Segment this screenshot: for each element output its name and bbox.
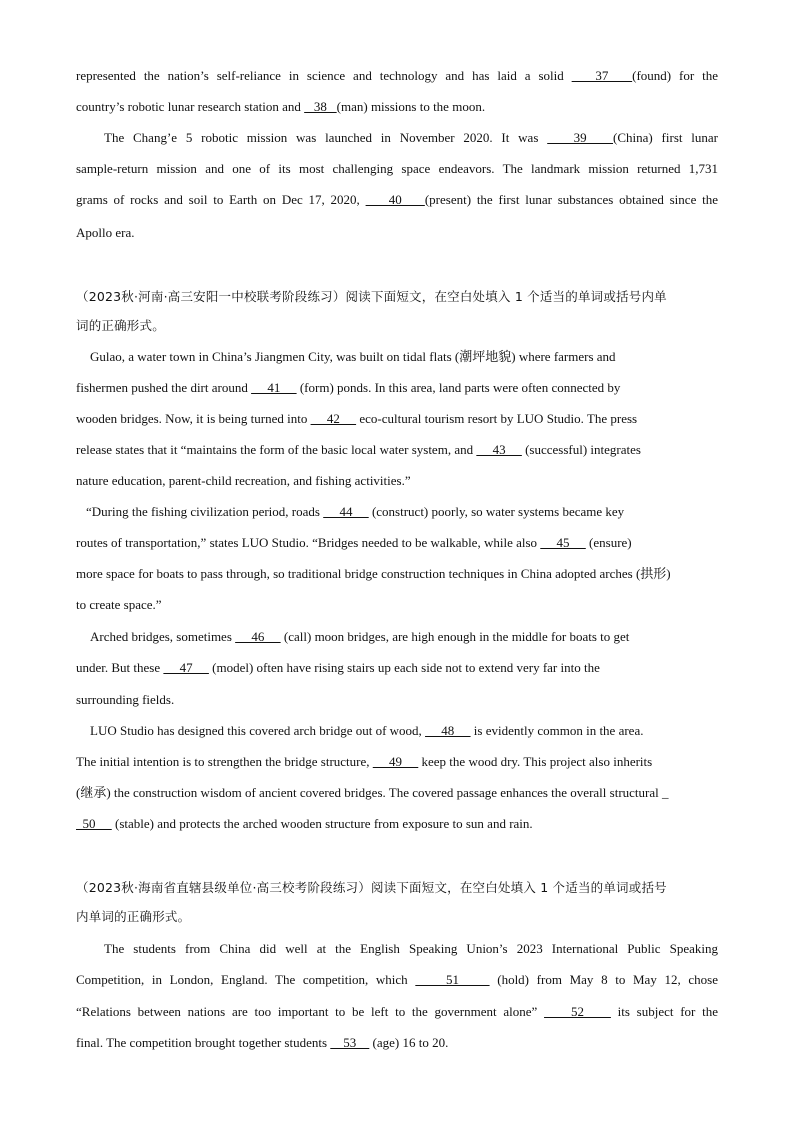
text: (hold) from May 8 to May 12, chose	[489, 972, 718, 987]
passage2-line-8: more space for boats to pass through, so traditional bridge construction techniques in China adopted arches (拱形)	[76, 566, 671, 581]
text: (call) moon bridges, are high enough in the middle for boats to get	[280, 629, 630, 644]
blank-40[interactable]: 40	[365, 192, 425, 207]
text: (present) the first lunar substances obtained since the	[424, 192, 718, 207]
passage1-line-4: sample-return mission and one of its most challenging space endeavors. The landmark mission returned 1,731	[76, 161, 718, 176]
text: is evidently common in the area.	[470, 723, 644, 738]
blank-41[interactable]: 41	[251, 380, 297, 395]
passage3-line-1: The students from China did well at the English Speaking Union’s 2023 International Public Speaking	[104, 941, 718, 956]
text: (man) missions to the moon.	[336, 99, 486, 114]
blank-47[interactable]: 47	[163, 660, 209, 675]
passage2-line-1: Gulao, a water town in China’s Jiangmen City, was built on tidal flats (潮坪地貌) where farmers and	[90, 349, 616, 364]
text: “Relations between nations are too important to be left to the government alone”	[76, 1004, 545, 1019]
passage2-line-16	[76, 816, 718, 832]
blank-53[interactable]: 53	[330, 1035, 370, 1050]
text: grams of rocks and soil to Earth on Dec 17, 2020,	[76, 192, 366, 207]
blank-49[interactable]: 49	[372, 754, 419, 769]
text: country’s robotic lunar research station and	[76, 99, 305, 114]
blank-43[interactable]: 43	[476, 442, 522, 457]
passage2-line-11	[76, 660, 718, 676]
text: (form) ponds. In this area, land parts were often connected by	[296, 380, 621, 395]
passage2-header-1: （2023秋·河南·高三安阳一中校联考阶段练习）阅读下面短文，在空白处填入 1 个适当的单词或括号内单	[76, 289, 667, 304]
passage1-line-3	[104, 130, 718, 146]
passage3-line-3	[76, 1004, 718, 1020]
text: final. The competition brought together students	[76, 1035, 331, 1050]
passage2-line-3	[76, 411, 718, 427]
text: routes of transportation,” states LUO Studio. “Bridges needed to be walkable, while also	[76, 535, 541, 550]
text: Arched bridges, sometimes	[90, 629, 236, 644]
blank-37[interactable]: 37	[571, 68, 633, 83]
passage2-line-13	[90, 723, 718, 739]
text: The Chang’e 5 robotic mission was launched in November 2020. It was	[104, 130, 548, 145]
text: (age) 16 to 20.	[369, 1035, 449, 1050]
text: Competition, in London, England. The competition, which	[76, 972, 416, 987]
text: represented the nation’s self-reliance in science and technology and has laid a solid	[76, 68, 572, 83]
blank-45[interactable]: 45	[540, 535, 586, 550]
blank-51[interactable]: 51	[415, 972, 490, 987]
passage2-line-2	[76, 380, 718, 396]
passage1-line-2	[76, 99, 718, 115]
text: (construct) poorly, so water systems became key	[368, 504, 625, 519]
blank-39[interactable]: 39	[547, 130, 614, 145]
text: release states that it “maintains the form of the basic local water system, and	[76, 442, 477, 457]
passage2-line-10	[90, 629, 718, 645]
text: under. But these	[76, 660, 164, 675]
text: (继承) the construction wisdom of ancient covered bridges. The covered passage enhances the overall structural	[76, 785, 662, 800]
text: (found) for the	[632, 68, 719, 83]
text: eco-cultural tourism resort by LUO Studio. The press	[356, 411, 638, 426]
blank-38[interactable]: 38	[304, 99, 337, 114]
blank-42[interactable]: 42	[310, 411, 357, 426]
text: fishermen pushed the dirt around	[76, 380, 252, 395]
text: _	[662, 785, 669, 800]
passage2-line-12: surrounding fields.	[76, 692, 175, 707]
text: (model) often have rising stairs up each side not to extend very far into the	[208, 660, 600, 675]
blank-44[interactable]: 44	[323, 504, 369, 519]
text: wooden bridges. Now, it is being turned into	[76, 411, 311, 426]
text: “During the fishing civilization period, roads	[86, 504, 324, 519]
passage1-line-6: Apollo era.	[76, 225, 135, 240]
passage2-line-5: nature education, parent-child recreation, and fishing activities.”	[76, 473, 411, 488]
passage3-header-1: （2023秋·海南省直辖县级单位·高三校考阶段练习）阅读下面短文，在空白处填入 1 个适当的单词或括号	[76, 880, 667, 895]
passage1-line-5	[76, 192, 718, 208]
blank-46[interactable]: 46	[235, 629, 281, 644]
text: LUO Studio has designed this covered arch bridge out of wood,	[90, 723, 426, 738]
text: (ensure)	[585, 535, 632, 550]
passage2-line-4	[76, 442, 718, 458]
passage2-line-14	[76, 754, 718, 770]
text: (stable) and protects the arched wooden structure from exposure to sun and rain.	[111, 816, 533, 831]
text: (China) first lunar	[613, 130, 719, 145]
passage3-line-2	[76, 972, 718, 988]
passage2-line-6	[86, 504, 718, 520]
passage1-line-1	[76, 68, 718, 84]
passage3-header-2: 内单词的正确形式。	[76, 909, 191, 924]
passage2-header-2: 词的正确形式。	[76, 318, 165, 333]
text: keep the wood dry. This project also inherits	[418, 754, 653, 769]
blank-52[interactable]: 52	[544, 1004, 611, 1019]
text: its subject for the	[610, 1004, 718, 1019]
text: The initial intention is to strengthen the bridge structure,	[76, 754, 373, 769]
passage3-line-4	[76, 1035, 718, 1051]
blank-50[interactable]: 50	[76, 816, 112, 831]
passage2-line-7	[76, 535, 718, 551]
passage2-line-15	[76, 785, 718, 801]
blank-48[interactable]: 48	[425, 723, 471, 738]
passage2-line-9: to create space.”	[76, 597, 162, 612]
text: (successful) integrates	[521, 442, 641, 457]
